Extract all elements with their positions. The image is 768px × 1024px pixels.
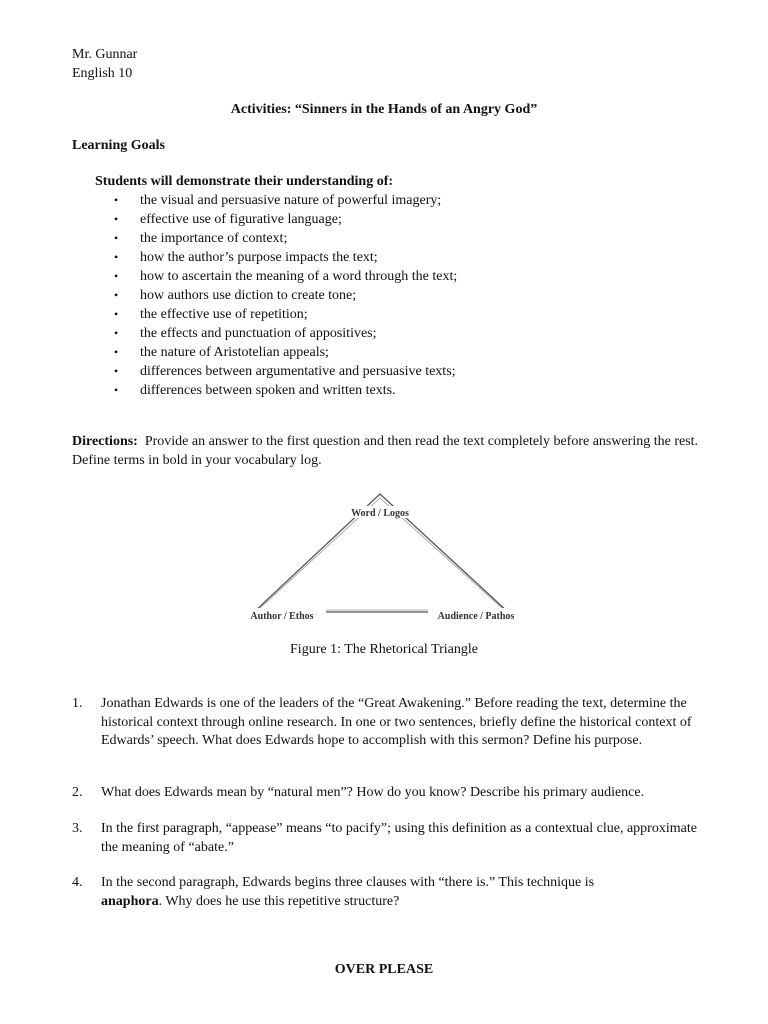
list-item: • effective use of figurative language; — [114, 212, 342, 227]
list-item: • the effective use of repetition; — [114, 307, 308, 322]
teacher-name: Mr. Gunnar — [72, 47, 138, 62]
triangle-top-label: Word / Logos — [351, 508, 409, 519]
question-text: Jonathan Edwards is one of the leaders of the “Great Awakening.” Before reading the text, determine the historical context through online research. In one or two sentences, briefly define the historical context of Edwards’ speech. What does Edwards hope to accomplish with this sermon? Define his purpose. — [101, 696, 692, 748]
learning-goals-heading: Learning Goals — [72, 138, 165, 153]
question-number: 4. — [72, 875, 83, 890]
triangle-left-label: Author / Ethos — [250, 611, 314, 622]
list-item: • differences between argumentative and persuasive texts; — [114, 364, 456, 379]
list-item: • how the author’s purpose impacts the text; — [114, 250, 378, 265]
list-item: • the visual and persuasive nature of powerful imagery; — [114, 193, 442, 208]
list-item: • how authors use diction to create tone; — [114, 288, 357, 303]
list-item: • the importance of context; — [114, 231, 288, 246]
bullet-icon: • — [114, 212, 119, 226]
question-text: In the second paragraph, Edwards begins three clauses with “there is.” This technique is anaphora. Why does he use this repetitive structure? — [101, 875, 595, 909]
list-item: • the effects and punctuation of appositives; — [114, 326, 377, 341]
bullet-icon: • — [114, 326, 119, 340]
list-item: • how to ascertain the meaning of a word through the text; — [114, 269, 458, 284]
list-item: • differences between spoken and written texts. — [114, 383, 396, 398]
triangle-right-label: Audience / Pathos — [437, 611, 515, 622]
question-number: 3. — [72, 821, 83, 836]
footer-over-please: OVER PLEASE — [334, 962, 434, 977]
bullet-icon: • — [114, 307, 119, 321]
page-title: Activities: “Sinners in the Hands of an Angry God” — [230, 102, 538, 117]
learning-goals-list — [112, 191, 712, 400]
bullet-icon: • — [114, 269, 119, 283]
learning-goals-intro: Students will demonstrate their understanding of: — [95, 174, 394, 189]
figure-caption: Figure 1: The Rhetorical Triangle — [290, 642, 478, 657]
bullet-icon: • — [114, 231, 119, 245]
bullet-icon: • — [114, 288, 119, 302]
anaphora-term: anaphora — [101, 893, 159, 909]
bullet-icon: • — [114, 250, 119, 264]
question-text: In the first paragraph, “appease” means “to pacify”; using this definition as a contextual clue, approximate the meaning of “abate.” — [101, 821, 697, 855]
question-number: 1. — [72, 696, 83, 711]
bullet-icon: • — [114, 345, 119, 359]
directions — [72, 433, 712, 470]
question-number: 2. — [72, 785, 83, 800]
bullet-icon: • — [114, 364, 119, 378]
question-text: What does Edwards mean by “natural men”? How do you know? Describe his primary audience. — [101, 785, 645, 800]
rhetorical-triangle-figure — [230, 488, 540, 630]
course-name: English 10 — [72, 66, 133, 81]
directions-label: Directions: — [72, 434, 138, 449]
bullet-icon: • — [114, 193, 119, 207]
directions-text: Provide an answer to the first question and then read the text completely before answering the rest. Define terms in bold in your vocabulary log. — [72, 434, 699, 468]
bullet-icon: • — [114, 383, 119, 397]
list-item: • the nature of Aristotelian appeals; — [114, 345, 329, 360]
